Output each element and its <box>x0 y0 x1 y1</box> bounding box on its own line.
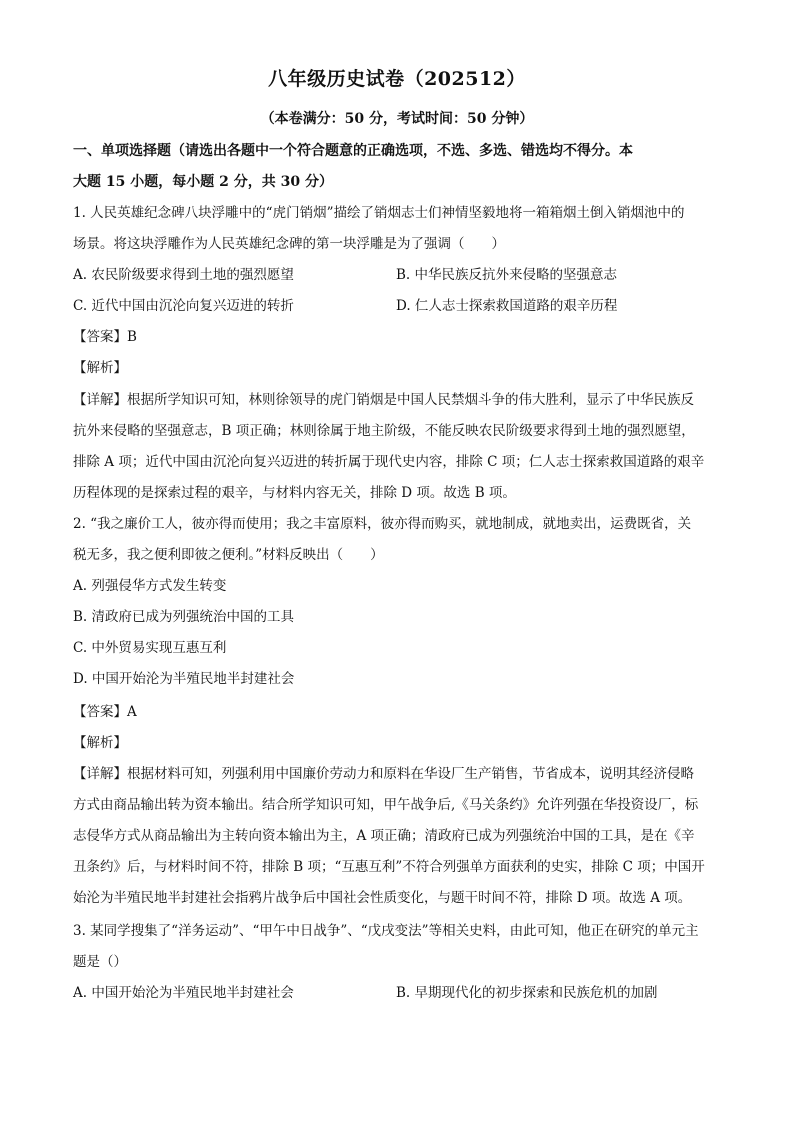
question-2-stem-line-2: 税无多，我之便利即彼之便利。”材料反映出（ ） <box>73 547 384 563</box>
question-1-stem-line-2: 场景。将这块浮雕作为人民英雄纪念碑的第一块浮雕是为了强调（ ） <box>73 236 505 252</box>
page-subtitle: （本卷满分：50 分，考试时间：50 分钟） <box>260 111 534 127</box>
question-3-stem-line-2: 题是（） <box>73 954 127 970</box>
question-1-answer: 【答案】B <box>73 329 137 345</box>
section-heading-line-2: 大题 15 小题，每小题 2 分，共 30 分） <box>73 174 333 190</box>
question-2-detail-line-4: 丑条约》后，与材料时间不符，排除 B 项；“互惠互利”不符合列强单方面获利的史实，排除 C 项；中国开 <box>73 859 705 875</box>
question-1-stem-line-1: 1. 人民英雄纪念碑八块浮雕中的“虎门销烟”描绘了销烟志士们神情坚毅地将一箱箱烟土倒入销烟池中的 <box>73 205 685 221</box>
question-1-analysis: 【解析】 <box>73 360 127 376</box>
page-title: 八年级历史试卷（202512） <box>268 68 526 90</box>
question-1-detail-line-4: 历程体现的是探索过程的艰辛，与材料内容无关，排除 D 项。故选 B 项。 <box>73 485 516 501</box>
question-2-analysis: 【解析】 <box>73 735 127 751</box>
question-2-answer: 【答案】A <box>73 704 137 720</box>
question-1-detail-line-2: 抗外来侵略的坚强意志，B 项正确；林则徐属于地主阶级，不能反映农民阶级要求得到土地的强烈愿望， <box>73 423 695 439</box>
question-2-option-c: C. 中外贸易实现互惠互利 <box>73 640 227 656</box>
question-2-detail-line-1: 【详解】根据材料可知，列强利用中国廉价劳动力和原料在华设厂生产销售，节省成本，说明其经济侵略 <box>73 766 694 782</box>
question-2-detail-line-3: 志侵华方式从商品输出为主转向资本输出为主，A 项正确；清政府已成为列强统治中国的工具，是在《辛 <box>73 828 695 844</box>
question-1-detail-line-3: 排除 A 项；近代中国由沉沦向复兴迈进的转折属于现代史内容，排除 C 项；仁人志士探索救国道路的艰辛 <box>73 454 705 470</box>
section-heading-line-1: 一、单项选择题（请选出各题中一个符合题意的正确选项，不选、多选、错选均不得分。本 <box>73 143 633 159</box>
question-2-option-a: A. 列强侵华方式发生转变 <box>73 578 227 594</box>
question-2-detail-line-2: 方式由商品输出转为资本输出。结合所学知识可知，甲午战争后,《马关条约》允许列强在华投资设厂，标 <box>73 797 699 813</box>
question-1-option-c: C. 近代中国由沉沦向复兴迈进的转折 <box>73 298 294 314</box>
question-2-option-d: D. 中国开始沦为半殖民地半封建社会 <box>73 671 295 687</box>
question-2-option-b: B. 清政府已成为列强统治中国的工具 <box>73 609 295 625</box>
question-2-stem-line-1: 2. “我之廉价工人，彼亦得而使用；我之丰富原料，彼亦得而购买，就地制成，就地卖出，运费既省，关 <box>73 516 692 532</box>
question-3-stem-line-1: 3. 某同学搜集了“洋务运动”、“甲午中日战争”、“戊戌变法”等相关史料，由此可知，他正在研究的单元主 <box>73 923 699 939</box>
question-1-detail-line-1: 【详解】根据所学知识可知，林则徐领导的虎门销烟是中国人民禁烟斗争的伟大胜利，显示了中华民族反 <box>73 392 694 408</box>
question-1-option-a: A. 农民阶级要求得到土地的强烈愿望 <box>73 267 294 283</box>
question-1-option-d: D. 仁人志士探索救国道路的艰辛历程 <box>396 298 618 314</box>
question-2-detail-line-5: 始沦为半殖民地半封建社会指鸦片战争后中国社会性质变化，与题干时间不符，排除 D 项。故选 A 项。 <box>73 890 692 906</box>
question-1-option-b: B. 中华民族反抗外来侵略的坚强意志 <box>396 267 618 283</box>
question-3-option-b: B. 早期现代化的初步探索和民族危机的加剧 <box>396 985 658 1001</box>
question-3-option-a: A. 中国开始沦为半殖民地半封建社会 <box>73 985 294 1001</box>
